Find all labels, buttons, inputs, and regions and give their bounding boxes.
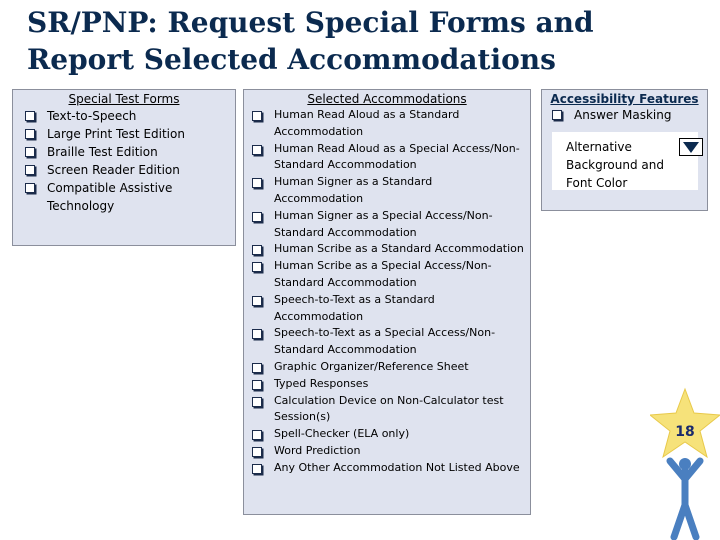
special-form-item[interactable]: Braille Test Edition: [13, 143, 235, 161]
checkbox-icon[interactable]: [252, 397, 262, 407]
accommodation-item[interactable]: Human Read Aloud as a Standard Accommodation: [244, 107, 530, 141]
checkbox-icon[interactable]: [252, 111, 262, 121]
checkbox-icon[interactable]: [252, 329, 262, 339]
checkbox-icon[interactable]: [252, 363, 262, 373]
accommodation-item[interactable]: Any Other Accommodation Not Listed Above: [244, 460, 530, 477]
background-color-selector[interactable]: [552, 132, 698, 190]
checkbox-icon[interactable]: [252, 245, 262, 255]
accommodation-item[interactable]: Speech-to-Text as a Special Access/Non-Standard Accommodation: [244, 325, 530, 359]
checkbox-icon[interactable]: [252, 430, 262, 440]
checkbox-icon[interactable]: [25, 165, 35, 175]
background-color-label: Alternative Background and Font Color: [566, 140, 664, 190]
accommodation-item[interactable]: Human Scribe as a Special Access/Non-Standard Accommodation: [244, 258, 530, 292]
special-test-forms-panel: [12, 89, 236, 246]
accommodation-item[interactable]: Graphic Organizer/Reference Sheet: [244, 359, 530, 376]
accessibility-features-panel: [541, 89, 708, 211]
triangle-down-icon: [683, 142, 699, 153]
accommodation-item[interactable]: Calculation Device on Non-Calculator test Session(s): [244, 393, 530, 427]
accommodation-item[interactable]: Spell-Checker (ELA only): [244, 426, 530, 443]
accommodation-item[interactable]: Human Signer as a Special Access/Non-Standard Accommodation: [244, 208, 530, 242]
checkbox-icon[interactable]: [252, 262, 262, 272]
special-form-item[interactable]: Screen Reader Edition: [13, 161, 235, 179]
checkbox-icon[interactable]: [252, 447, 262, 457]
accommodation-item[interactable]: Typed Responses: [244, 376, 530, 393]
special-form-item[interactable]: Large Print Test Edition: [13, 125, 235, 143]
page-number: 18: [675, 424, 695, 440]
checkbox-icon[interactable]: [252, 296, 262, 306]
accessibility-item[interactable]: Answer Masking: [542, 107, 707, 124]
checkbox-icon[interactable]: [252, 145, 262, 155]
accommodation-item[interactable]: Speech-to-Text as a Standard Accommodation: [244, 292, 530, 326]
selected-accommodations-heading: Selected Accommodations: [307, 92, 467, 106]
checkbox-icon[interactable]: [252, 212, 262, 222]
accommodation-item[interactable]: Human Signer as a Standard Accommodation: [244, 174, 530, 208]
accessibility-features-heading: Accessibility Features: [550, 92, 699, 106]
checkbox-icon[interactable]: [252, 464, 262, 474]
dropdown-button[interactable]: [679, 138, 703, 156]
accommodation-item[interactable]: Human Scribe as a Standard Accommodation: [244, 241, 530, 258]
checkbox-icon[interactable]: [25, 183, 35, 193]
special-test-forms-heading: Special Test Forms: [68, 92, 180, 106]
checkbox-icon[interactable]: [25, 147, 35, 157]
page-title: [27, 4, 707, 78]
title-line-1: SR/PNP: Request Special Forms and: [27, 6, 594, 39]
star-figure-icon: [650, 387, 720, 540]
accommodation-item[interactable]: Word Prediction: [244, 443, 530, 460]
title-line-2: Report Selected Accommodations: [27, 43, 556, 76]
checkbox-icon[interactable]: [252, 178, 262, 188]
special-form-item[interactable]: Text-to-Speech: [13, 107, 235, 125]
selected-accommodations-panel: [243, 89, 531, 515]
checkbox-icon[interactable]: [252, 380, 262, 390]
accommodation-item[interactable]: Human Read Aloud as a Special Access/Non-Standard Accommodation: [244, 141, 530, 175]
special-form-item[interactable]: Compatible Assistive Technology: [13, 179, 197, 215]
checkbox-icon[interactable]: [25, 111, 35, 121]
checkbox-icon[interactable]: [25, 129, 35, 139]
checkbox-icon[interactable]: [552, 110, 562, 120]
